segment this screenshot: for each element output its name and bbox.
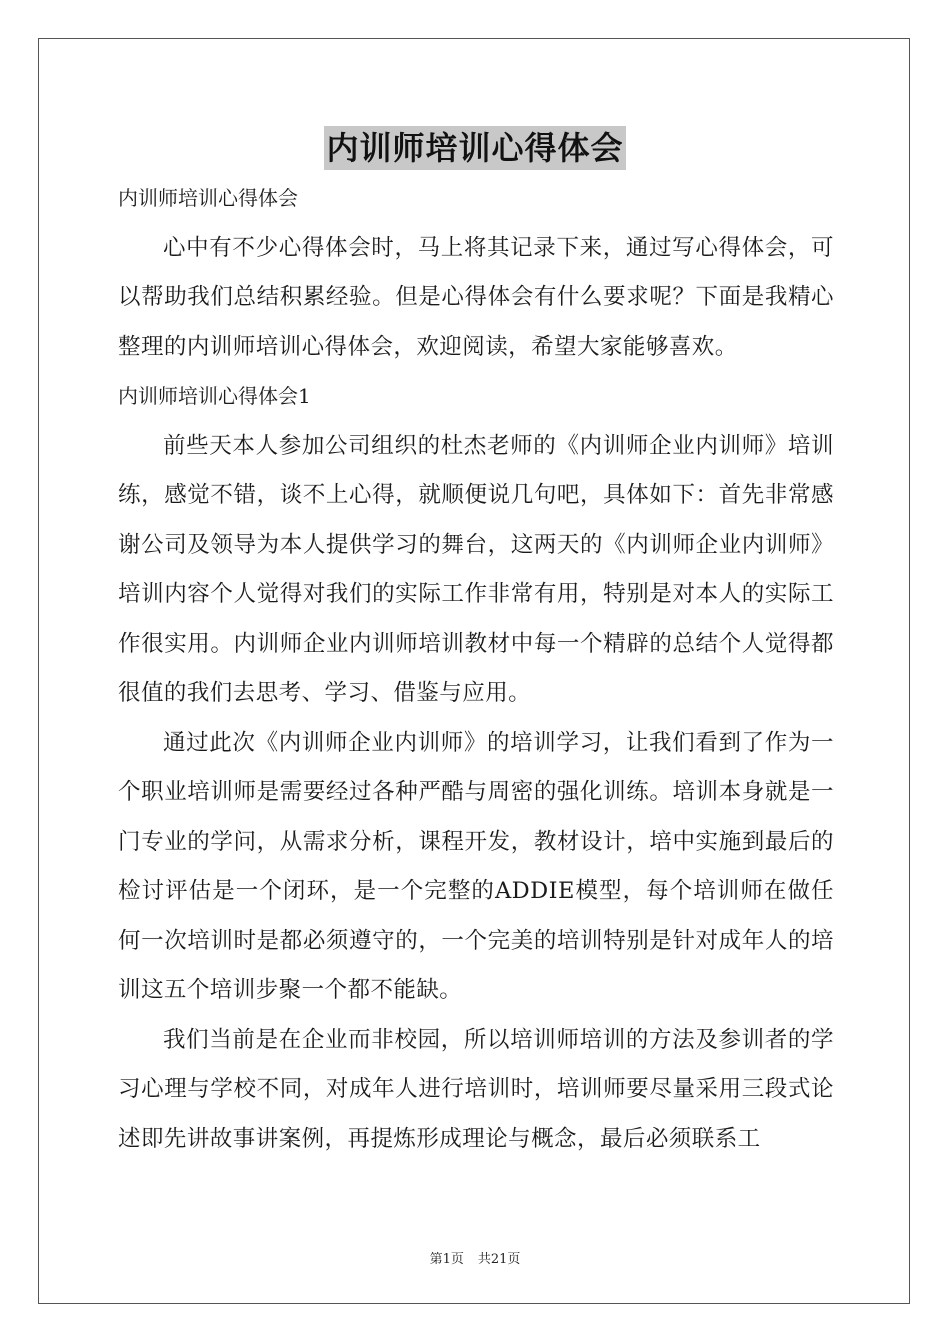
section-heading: 内训师培训心得体会1	[118, 384, 311, 408]
document-subtitle: 内训师培训心得体会	[118, 186, 298, 210]
intro-paragraph: 心中有不少心得体会时，马上将其记录下来，通过写心得体会，可以帮助我们总结积累经验。但是心得体会有什么要求呢？下面是我精心整理的内训师培训心得体会，欢迎阅读，希望大家能够喜欢。	[118, 234, 834, 360]
page-number-total: 共21页	[477, 1252, 521, 1267]
title-container	[0, 126, 950, 170]
page-number-current: 第1页	[429, 1252, 464, 1267]
body-paragraph-3: 我们当前是在企业而非校园，所以培训师培训的方法及参训者的学习心理与学校不同，对成年人进行培训时，培训师要尽量采用三段式论述即先讲故事讲案例，再提炼形成理论与概念，最后必须联系工	[118, 1026, 834, 1152]
page-footer	[0, 1248, 950, 1267]
document-title: 内训师培训心得体会	[324, 126, 625, 170]
document-body	[118, 174, 834, 1164]
body-paragraph-2: 通过此次《内训师企业内训师》的培训学习，让我们看到了作为一个职业培训师是需要经过各种严酷与周密的强化训练。培训本身就是一门专业的学问，从需求分析，课程开发，教材设计，培中实施到最后的检讨评估是一个闭环，是一个完整的ADDIE模型，每个培训师在做任何一次培训时是都必须遵守的，一个完美的培训特别是针对成年人的培训这五个培训步聚一个都不能缺。	[118, 729, 834, 1003]
body-paragraph-1: 前些天本人参加公司组织的杜杰老师的《内训师企业内训师》培训练，感觉不错，谈不上心得，就顺便说几句吧，具体如下：首先非常感谢公司及领导为本人提供学习的舞台，这两天的《内训师企业内训师》培训内容个人觉得对我们的实际工作非常有用，特别是对本人的实际工作很实用。内训师企业内训师培训教材中每一个精辟的总结个人觉得都很值的我们去思考、学习、借鉴与应用。	[118, 432, 834, 706]
